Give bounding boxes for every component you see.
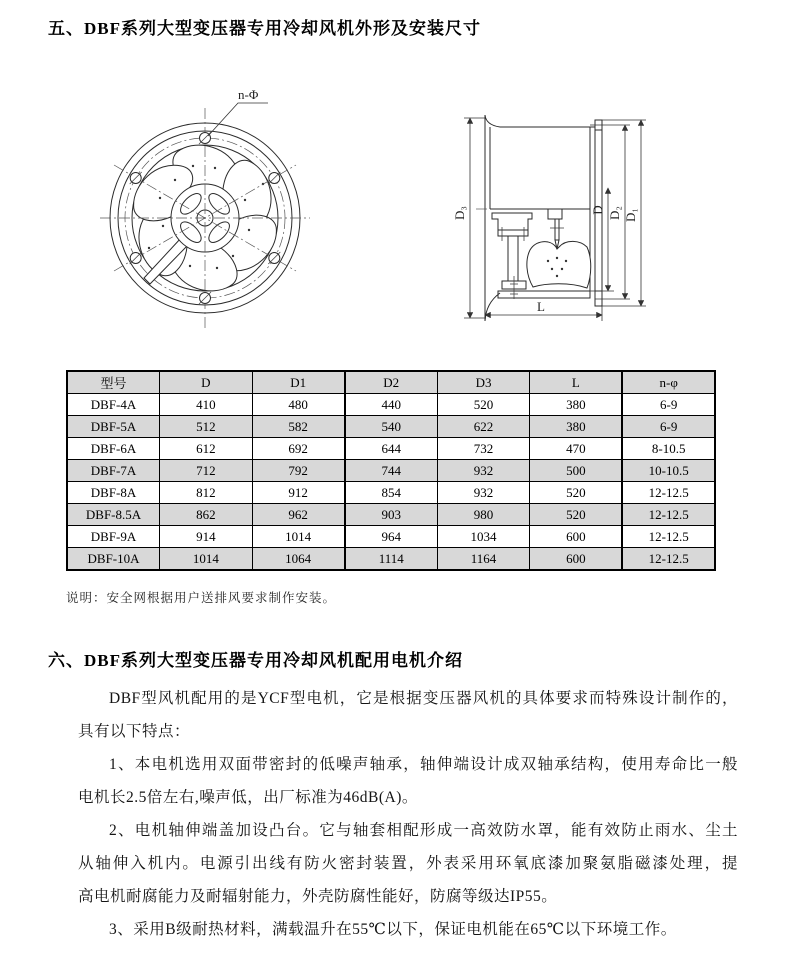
- paragraph-line: DBF型风机配用的是YCF型电机，它是根据变压器风机的具体要求而特殊设计制作的，: [109, 690, 738, 707]
- paragraph-line: 2、电机轴伸端盖加设凸台。它与轴套相配形成一高效防水罩，能有效防止雨水、尘土: [109, 822, 738, 839]
- table-cell: 692: [252, 438, 345, 460]
- table-cell: 500: [530, 460, 623, 482]
- paragraph-line: 具有以下特点：: [78, 723, 191, 740]
- table-cell: 1114: [345, 548, 438, 571]
- dim-label-d3: D₃: [452, 206, 467, 220]
- shaft-and-blade: [527, 209, 591, 288]
- motor-bracket: [498, 230, 528, 236]
- table-row: [67, 482, 715, 504]
- table-cell: 644: [345, 438, 438, 460]
- table-cell: 520: [530, 504, 623, 526]
- table-cell: 932: [437, 460, 530, 482]
- table-cell: 12-12.5: [622, 526, 715, 548]
- table-cell: 440: [345, 394, 438, 416]
- table-cell: 903: [345, 504, 438, 526]
- table-cell: 862: [160, 504, 253, 526]
- table-row: [67, 548, 715, 571]
- table-cell: 712: [160, 460, 253, 482]
- table-cell: 520: [530, 482, 623, 504]
- table-cell: 914: [160, 526, 253, 548]
- table-header-cell: D: [160, 371, 253, 394]
- table-cell: DBF-8.5A: [67, 504, 160, 526]
- table-row: [67, 504, 715, 526]
- section5-heading: 五、DBF系列大型变压器专用冷却风机外形及安装尺寸: [48, 19, 481, 38]
- table-cell: 582: [252, 416, 345, 438]
- table-cell: 600: [530, 526, 623, 548]
- table-header-row: [67, 371, 715, 394]
- paragraph-line: 从轴伸入机内。电源引出线有防火密封装置，外表采用环氧底漆加聚氨脂磁漆处理，提: [78, 855, 738, 872]
- table-cell: 12-12.5: [622, 482, 715, 504]
- table-cell: 1064: [252, 548, 345, 571]
- table-cell: 520: [437, 394, 530, 416]
- table-cell: DBF-5A: [67, 416, 160, 438]
- table-row: [67, 416, 715, 438]
- section6-body: [78, 682, 738, 946]
- paragraph-line: 电机长2.5倍左右,噪声低，出厂标准为46dB(A)。: [78, 789, 418, 806]
- table-cell: 380: [530, 416, 623, 438]
- dim-label-d: D: [590, 205, 605, 215]
- casing-wall-section: [498, 291, 590, 298]
- shaft-mount: [548, 209, 562, 219]
- table-cell: 812: [160, 482, 253, 504]
- dim-label-d1: D₁: [623, 208, 638, 222]
- table-cell: 480: [252, 394, 345, 416]
- table-cell: 410: [160, 394, 253, 416]
- dim-label-l: L: [537, 299, 545, 314]
- table-cell: 8-10.5: [622, 438, 715, 460]
- table-cell: DBF-4A: [67, 394, 160, 416]
- dimensions-table: [66, 370, 716, 571]
- hole-count-label: n-Φ: [238, 87, 259, 102]
- table-cell: 912: [252, 482, 345, 504]
- table-cell: 600: [530, 548, 623, 571]
- table-cell: 6-9: [622, 394, 715, 416]
- table-header-cell: L: [530, 371, 623, 394]
- table-header-cell: D2: [345, 371, 438, 394]
- table-cell: 854: [345, 482, 438, 504]
- table-header-cell: n-φ: [622, 371, 715, 394]
- table-cell: DBF-8A: [67, 482, 160, 504]
- support-column: [508, 236, 518, 281]
- table-cell: 540: [345, 416, 438, 438]
- motor-body: [492, 213, 532, 230]
- paragraph-line: 1、本电机选用双面带密封的低噪声轴承，轴伸端设计成双轴承结构，使用寿命比一般: [109, 756, 738, 773]
- table-cell: DBF-7A: [67, 460, 160, 482]
- table-row: [67, 394, 715, 416]
- table-cell: 6-9: [622, 416, 715, 438]
- table-cell: 612: [160, 438, 253, 460]
- table-cell: 732: [437, 438, 530, 460]
- table-cell: 512: [160, 416, 253, 438]
- table-cell: 964: [345, 526, 438, 548]
- table-cell: 12-12.5: [622, 548, 715, 571]
- table-cell: 1014: [252, 526, 345, 548]
- table-header-cell: D1: [252, 371, 345, 394]
- table-cell: 744: [345, 460, 438, 482]
- table-note: 说明：安全网根据用户送排风要求制作安装。: [66, 591, 337, 605]
- table-header-cell: 型号: [67, 371, 160, 394]
- fan-front-view-drawing: [100, 78, 330, 338]
- table-cell: DBF-6A: [67, 438, 160, 460]
- table-row: [67, 526, 715, 548]
- table-header-cell: D3: [437, 371, 530, 394]
- table-cell: 1164: [437, 548, 530, 571]
- section6-heading: 六、DBF系列大型变压器专用冷却风机配用电机介绍: [48, 651, 463, 670]
- fan-side-view-drawing: [440, 78, 740, 348]
- table-cell: 962: [252, 504, 345, 526]
- table-row: [67, 460, 715, 482]
- table-cell: DBF-9A: [67, 526, 160, 548]
- table-cell: 380: [530, 394, 623, 416]
- table-cell: 10-10.5: [622, 460, 715, 482]
- table-cell: 980: [437, 504, 530, 526]
- table-cell: 1034: [437, 526, 530, 548]
- table-cell: 932: [437, 482, 530, 504]
- table-header: [67, 371, 715, 394]
- dimension-d3: [452, 118, 486, 318]
- dimension-l: [485, 299, 602, 321]
- table-cell: 1014: [160, 548, 253, 571]
- dimension-right-group: [590, 120, 646, 306]
- table-cell: 470: [530, 438, 623, 460]
- table-cell: DBF-10A: [67, 548, 160, 571]
- impeller-blade-section: [527, 241, 591, 288]
- dim-label-d2: D₂: [607, 206, 622, 220]
- table-cell: 792: [252, 460, 345, 482]
- paragraph-line: 3、采用B级耐热材料，满载温升在55℃以下，保证电机能在65℃以下环境工作。: [109, 921, 677, 938]
- table-row: [67, 438, 715, 460]
- paragraph-line: 高电机耐腐能力及耐辐射能力，外壳防腐性能好，防腐等级达IP55。: [78, 888, 558, 905]
- table-cell: 12-12.5: [622, 504, 715, 526]
- table-cell: 622: [437, 416, 530, 438]
